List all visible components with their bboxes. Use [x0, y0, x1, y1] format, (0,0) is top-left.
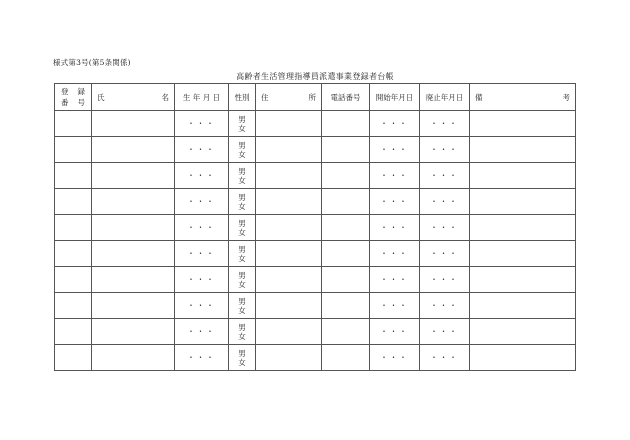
table-row — [55, 163, 576, 189]
header-reg-char: 号 — [77, 98, 85, 107]
remarks-cell[interactable] — [470, 241, 576, 267]
table-row — [55, 319, 576, 345]
birthdate-cell[interactable]: ・・・ — [175, 267, 229, 293]
sex-male-option[interactable]: 男 — [238, 270, 246, 280]
registration-number-cell[interactable] — [55, 215, 92, 241]
start-date-cell[interactable]: ・・・ — [370, 111, 420, 137]
remarks-cell[interactable] — [470, 189, 576, 215]
sex-female-option[interactable]: 女 — [238, 227, 246, 237]
end-date-cell[interactable]: ・・・ — [420, 267, 470, 293]
name-cell[interactable] — [92, 319, 175, 345]
end-date-cell[interactable]: ・・・ — [420, 319, 470, 345]
sex-male-option[interactable]: 男 — [238, 140, 246, 150]
sex-cell[interactable] — [229, 215, 256, 241]
address-cell[interactable] — [256, 293, 322, 319]
phone-cell[interactable] — [322, 189, 370, 215]
start-date-cell[interactable]: ・・・ — [370, 293, 420, 319]
end-date-cell[interactable]: ・・・ — [420, 189, 470, 215]
phone-cell[interactable] — [322, 215, 370, 241]
sex-cell[interactable] — [229, 241, 256, 267]
address-cell[interactable] — [256, 111, 322, 137]
header-remarks — [470, 84, 576, 111]
header-row — [55, 84, 576, 111]
birthdate-cell[interactable]: ・・・ — [175, 137, 229, 163]
sex-cell[interactable] — [229, 345, 256, 371]
end-date-cell[interactable]: ・・・ — [420, 241, 470, 267]
registration-number-cell[interactable] — [55, 345, 92, 371]
table-row — [55, 267, 576, 293]
header-name-char: 氏 — [97, 92, 105, 102]
sex-female-option[interactable]: 女 — [238, 279, 246, 289]
remarks-cell[interactable] — [470, 163, 576, 189]
address-cell[interactable] — [256, 137, 322, 163]
phone-cell[interactable] — [322, 267, 370, 293]
start-date-cell[interactable]: ・・・ — [370, 319, 420, 345]
remarks-cell[interactable] — [470, 345, 576, 371]
table-row — [55, 137, 576, 163]
registration-number-cell[interactable] — [55, 319, 92, 345]
name-cell[interactable] — [92, 137, 175, 163]
header-start-date: 開始年月日 — [370, 84, 420, 111]
address-cell[interactable] — [256, 345, 322, 371]
registration-number-cell[interactable] — [55, 241, 92, 267]
sex-female-option[interactable]: 女 — [238, 331, 246, 341]
header-reg-char: 登 — [61, 87, 69, 96]
sex-cell[interactable] — [229, 111, 256, 137]
header-address — [256, 84, 322, 111]
sex-male-option[interactable]: 男 — [238, 166, 246, 176]
registration-number-cell[interactable] — [55, 267, 92, 293]
sex-male-option[interactable]: 男 — [238, 296, 246, 306]
birthdate-cell[interactable]: ・・・ — [175, 241, 229, 267]
sex-female-option[interactable]: 女 — [238, 305, 246, 315]
start-date-cell[interactable]: ・・・ — [370, 345, 420, 371]
end-date-cell[interactable]: ・・・ — [420, 137, 470, 163]
sex-female-option[interactable]: 女 — [238, 201, 246, 211]
table-row — [55, 189, 576, 215]
registration-number-cell[interactable] — [55, 189, 92, 215]
start-date-cell[interactable]: ・・・ — [370, 241, 420, 267]
address-cell[interactable] — [256, 241, 322, 267]
registration-number-cell[interactable] — [55, 137, 92, 163]
sex-male-option[interactable]: 男 — [238, 348, 246, 358]
header-registration-number — [55, 84, 92, 111]
sex-female-option[interactable]: 女 — [238, 123, 246, 133]
registry-table — [54, 83, 576, 371]
phone-cell[interactable] — [322, 241, 370, 267]
phone-cell[interactable] — [322, 137, 370, 163]
sex-cell[interactable] — [229, 189, 256, 215]
header-name-char: 名 — [161, 92, 169, 102]
birthdate-cell[interactable]: ・・・ — [175, 293, 229, 319]
sex-male-option[interactable]: 男 — [238, 218, 246, 228]
birthdate-cell[interactable]: ・・・ — [175, 345, 229, 371]
start-date-cell[interactable]: ・・・ — [370, 267, 420, 293]
end-date-cell[interactable]: ・・・ — [420, 111, 470, 137]
birthdate-cell[interactable]: ・・・ — [175, 163, 229, 189]
header-remarks-char: 備 — [475, 92, 483, 102]
name-cell[interactable] — [92, 345, 175, 371]
header-sex: 性別 — [229, 84, 256, 111]
header-phone: 電話番号 — [322, 84, 370, 111]
remarks-cell[interactable] — [470, 137, 576, 163]
header-name — [92, 84, 175, 111]
sex-female-option[interactable]: 女 — [238, 253, 246, 263]
remarks-cell[interactable] — [470, 319, 576, 345]
document-title: 高齢者生活管理指導員派遣事業登録者台帳 — [236, 72, 394, 81]
sex-cell[interactable] — [229, 267, 256, 293]
start-date-cell[interactable]: ・・・ — [370, 189, 420, 215]
sex-male-option[interactable]: 男 — [238, 192, 246, 202]
name-cell[interactable] — [92, 293, 175, 319]
header-reg-char: 番 — [61, 98, 69, 107]
phone-cell[interactable] — [322, 345, 370, 371]
sex-female-option[interactable]: 女 — [238, 357, 246, 367]
address-cell[interactable] — [256, 163, 322, 189]
sex-cell[interactable] — [229, 137, 256, 163]
registration-number-cell[interactable] — [55, 163, 92, 189]
birthdate-cell[interactable]: ・・・ — [175, 319, 229, 345]
header-address-char: 所 — [308, 92, 316, 102]
birthdate-cell[interactable]: ・・・ — [175, 215, 229, 241]
sex-cell[interactable] — [229, 319, 256, 345]
name-cell[interactable] — [92, 267, 175, 293]
header-address-char: 住 — [261, 92, 269, 102]
birthdate-cell[interactable]: ・・・ — [175, 189, 229, 215]
sex-male-option[interactable]: 男 — [238, 114, 246, 124]
form-number: 様式第3号(第5条関係) — [53, 58, 131, 67]
phone-cell[interactable] — [322, 319, 370, 345]
header-remarks-char: 考 — [562, 92, 570, 102]
table-row — [55, 241, 576, 267]
address-cell[interactable] — [256, 189, 322, 215]
end-date-cell[interactable]: ・・・ — [420, 215, 470, 241]
sex-cell[interactable] — [229, 163, 256, 189]
table-row — [55, 111, 576, 137]
phone-cell[interactable] — [322, 111, 370, 137]
header-birthdate: 生 年 月 日 — [175, 84, 229, 111]
end-date-cell[interactable]: ・・・ — [420, 163, 470, 189]
name-cell[interactable] — [92, 189, 175, 215]
start-date-cell[interactable]: ・・・ — [370, 215, 420, 241]
name-cell[interactable] — [92, 163, 175, 189]
start-date-cell[interactable]: ・・・ — [370, 137, 420, 163]
remarks-cell[interactable] — [470, 293, 576, 319]
name-cell[interactable] — [92, 215, 175, 241]
address-cell[interactable] — [256, 319, 322, 345]
address-cell[interactable] — [256, 215, 322, 241]
phone-cell[interactable] — [322, 293, 370, 319]
address-cell[interactable] — [256, 267, 322, 293]
registration-number-cell[interactable] — [55, 293, 92, 319]
birthdate-cell[interactable]: ・・・ — [175, 111, 229, 137]
sex-male-option[interactable]: 男 — [238, 244, 246, 254]
end-date-cell[interactable]: ・・・ — [420, 345, 470, 371]
start-date-cell[interactable]: ・・・ — [370, 163, 420, 189]
registration-number-cell[interactable] — [55, 111, 92, 137]
sex-male-option[interactable]: 男 — [238, 322, 246, 332]
name-cell[interactable] — [92, 241, 175, 267]
header-end-date: 廃止年月日 — [420, 84, 470, 111]
name-cell[interactable] — [92, 111, 175, 137]
header-reg-char: 録 — [77, 87, 85, 96]
sex-cell[interactable] — [229, 293, 256, 319]
remarks-cell[interactable] — [470, 215, 576, 241]
table-row — [55, 293, 576, 319]
sex-female-option[interactable]: 女 — [238, 175, 246, 185]
table-row — [55, 345, 576, 371]
table-row — [55, 215, 576, 241]
end-date-cell[interactable]: ・・・ — [420, 293, 470, 319]
sex-female-option[interactable]: 女 — [238, 149, 246, 159]
phone-cell[interactable] — [322, 163, 370, 189]
remarks-cell[interactable] — [470, 111, 576, 137]
remarks-cell[interactable] — [470, 267, 576, 293]
